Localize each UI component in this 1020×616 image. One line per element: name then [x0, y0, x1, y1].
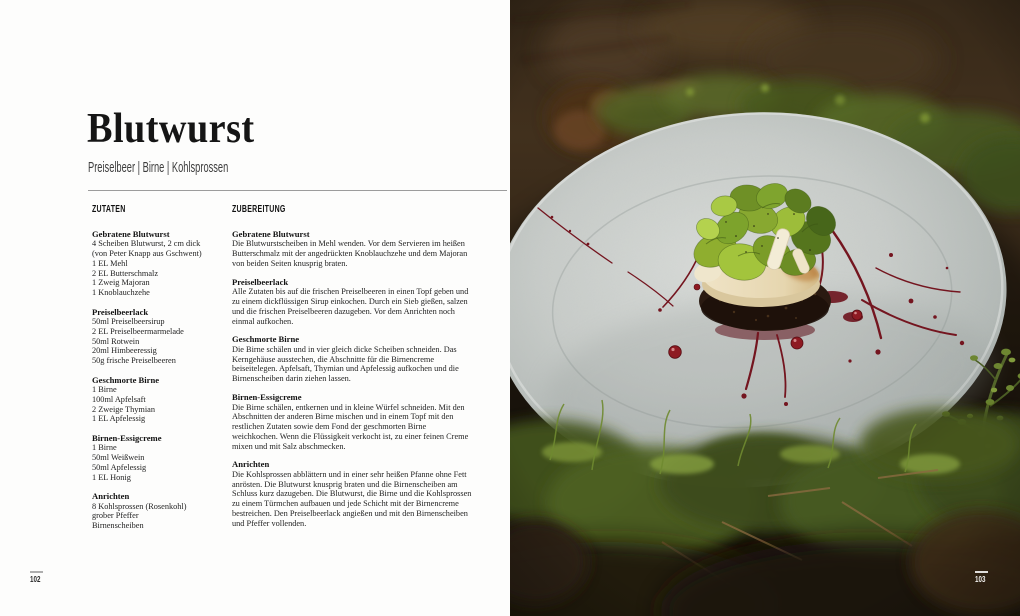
preparation-section — [232, 334, 472, 384]
preparation-section-text: Die Birne schälen, entkernen und in kleine Würfel schneiden. Mit den Abschnitten der anderen Birne mischen und in einem Topf mit den restlichen Zutaten sowie dem Fond der geschmorten Birne weichkochen. Wenn die Flüssigkeit verkocht ist, zu einer feinen Creme mixen und mit Salz abschmecken. — [232, 402, 469, 451]
ingredients-header: ZUTATEN — [92, 204, 126, 215]
ingredient-line: 1 EL Apfelessig — [92, 414, 146, 424]
ingredient-line: 100ml Apfelsaft — [92, 394, 146, 404]
preparation-section-title: Preiselbeerlack — [232, 276, 289, 287]
title-divider — [88, 190, 507, 191]
ingredient-line: 2 Zweige Thymian — [92, 404, 155, 414]
ingredient-group — [92, 307, 230, 366]
preparation-section-text: Die Birne schälen und in vier gleich dicke Scheiben schneiden. Das Kerngehäuse ausstechen, die Abschnitte für die Birnencreme beiseitelegen. Apfelsaft, Thymian und Apfelessig aufkochen und die Birnenscheiben darin ziehen lassen. — [232, 344, 459, 384]
ingredient-group-title: Birnen-Essigcreme — [92, 433, 162, 443]
page-title: Blutwurst — [87, 106, 255, 152]
ingredient-line: 1 Birne — [92, 385, 117, 395]
ingredient-group — [92, 229, 230, 298]
preparation-section — [232, 392, 472, 451]
page-number-left-text: 102 — [30, 575, 41, 584]
ingredient-group — [92, 433, 230, 482]
ingredient-line: 2 EL Butterschmalz — [92, 268, 159, 278]
ingredient-group — [92, 375, 230, 424]
ingredient-line: Birnenscheiben — [92, 521, 144, 531]
dish-photo — [510, 0, 1020, 616]
ingredient-line: 50g frische Preiselbeeren — [92, 356, 176, 365]
photo-page — [510, 0, 1020, 616]
ingredients-column — [92, 204, 230, 540]
ingredient-line: 50ml Apfelessig — [92, 462, 147, 472]
ingredient-line: 20ml Himbeeressig — [92, 346, 157, 356]
page-number-rule — [975, 571, 988, 573]
preparation-section — [232, 459, 472, 528]
preparation-header: ZUBEREITUNG — [232, 204, 286, 215]
ingredient-line: 50ml Weißwein — [92, 453, 145, 463]
ingredient-line: 1 EL Honig — [92, 472, 131, 482]
recipe-subtitle: Preiselbeer | Birne | Kohlsprossen — [88, 159, 229, 176]
ingredient-group-title: Geschmorte Birne — [92, 374, 160, 385]
preparation-section — [232, 277, 472, 327]
ingredient-line: 4 Scheiben Blutwurst, 2 cm dick — [92, 239, 201, 249]
ingredient-group — [92, 491, 230, 531]
preparation-section-title: Anrichten — [232, 459, 270, 470]
ingredient-line: grober Pfeffer — [92, 511, 139, 521]
ingredient-line: 1 Birne — [92, 443, 117, 453]
ingredient-line: 1 Knoblauchzehe — [92, 288, 150, 297]
ingredient-groups — [92, 229, 230, 531]
preparation-section-text: Die Kohlsprossen abblättern und in einer sehr heißen Pfanne ohne Fett anrösten. Die Blutwurst knusprig braten und die Birnenscheiben am Schluss kurz dazugeben. Die Blutwurst, die Birne und die Kohlsprossen zu einem Türmchen aufbauen und jede Schicht mit der Birnencreme bestreichen. Den Preiselbeerlack angießen und mit den Birnenscheiben und Pfeffer vollenden. — [232, 469, 472, 528]
preparation-section-text: Die Blutwurstscheiben in Mehl wenden. Vor dem Servieren im heißen Butterschmalz mit der angedrückten Knoblauchzehe und dem Majoran von beiden Seiten knusprig braten. — [232, 239, 468, 269]
preparation-column — [232, 204, 472, 537]
ingredient-line: 2 EL Preiselbeermarmelade — [92, 326, 184, 336]
ingredient-line: 1 Zweig Majoran — [92, 278, 150, 288]
ingredient-line: 8 Kohlsprossen (Rosenkohl) — [92, 501, 187, 511]
ingredient-group-title: Anrichten — [92, 491, 130, 502]
preparation-section-text: Alle Zutaten bis auf die frischen Preiselbeeren in einen Topf geben und zu einem dickflüssigen Sirup einkochen. Durch ein Sieb gießen, salzen und die frischen Preiselbeeren dazugeben. Vor dem Anrichten noch einmal aufkochen. — [232, 287, 469, 326]
preparation-section-title: Geschmorte Birne — [232, 334, 300, 345]
photo-vignette — [510, 0, 1020, 616]
preparation-section-title: Birnen-Essigcreme — [232, 392, 302, 403]
page-number-right — [975, 571, 988, 584]
preparation-section — [232, 229, 472, 269]
page-number-right-text: 103 — [975, 575, 986, 584]
preparation-sections — [232, 229, 472, 529]
ingredient-line: (von Peter Knapp aus Gschwent) — [92, 249, 202, 259]
ingredient-line: 50ml Rotwein — [92, 336, 140, 346]
ingredient-group-title: Gebratene Blutwurst — [92, 229, 170, 239]
ingredient-group-title: Preiselbeerlack — [92, 306, 149, 317]
ingredient-line: 1 EL Mehl — [92, 258, 128, 268]
ingredient-line: 50ml Preiselbeersirup — [92, 317, 165, 327]
preparation-section-title: Gebratene Blutwurst — [232, 229, 310, 239]
page-number-left — [30, 571, 43, 584]
page-number-rule — [30, 571, 43, 573]
